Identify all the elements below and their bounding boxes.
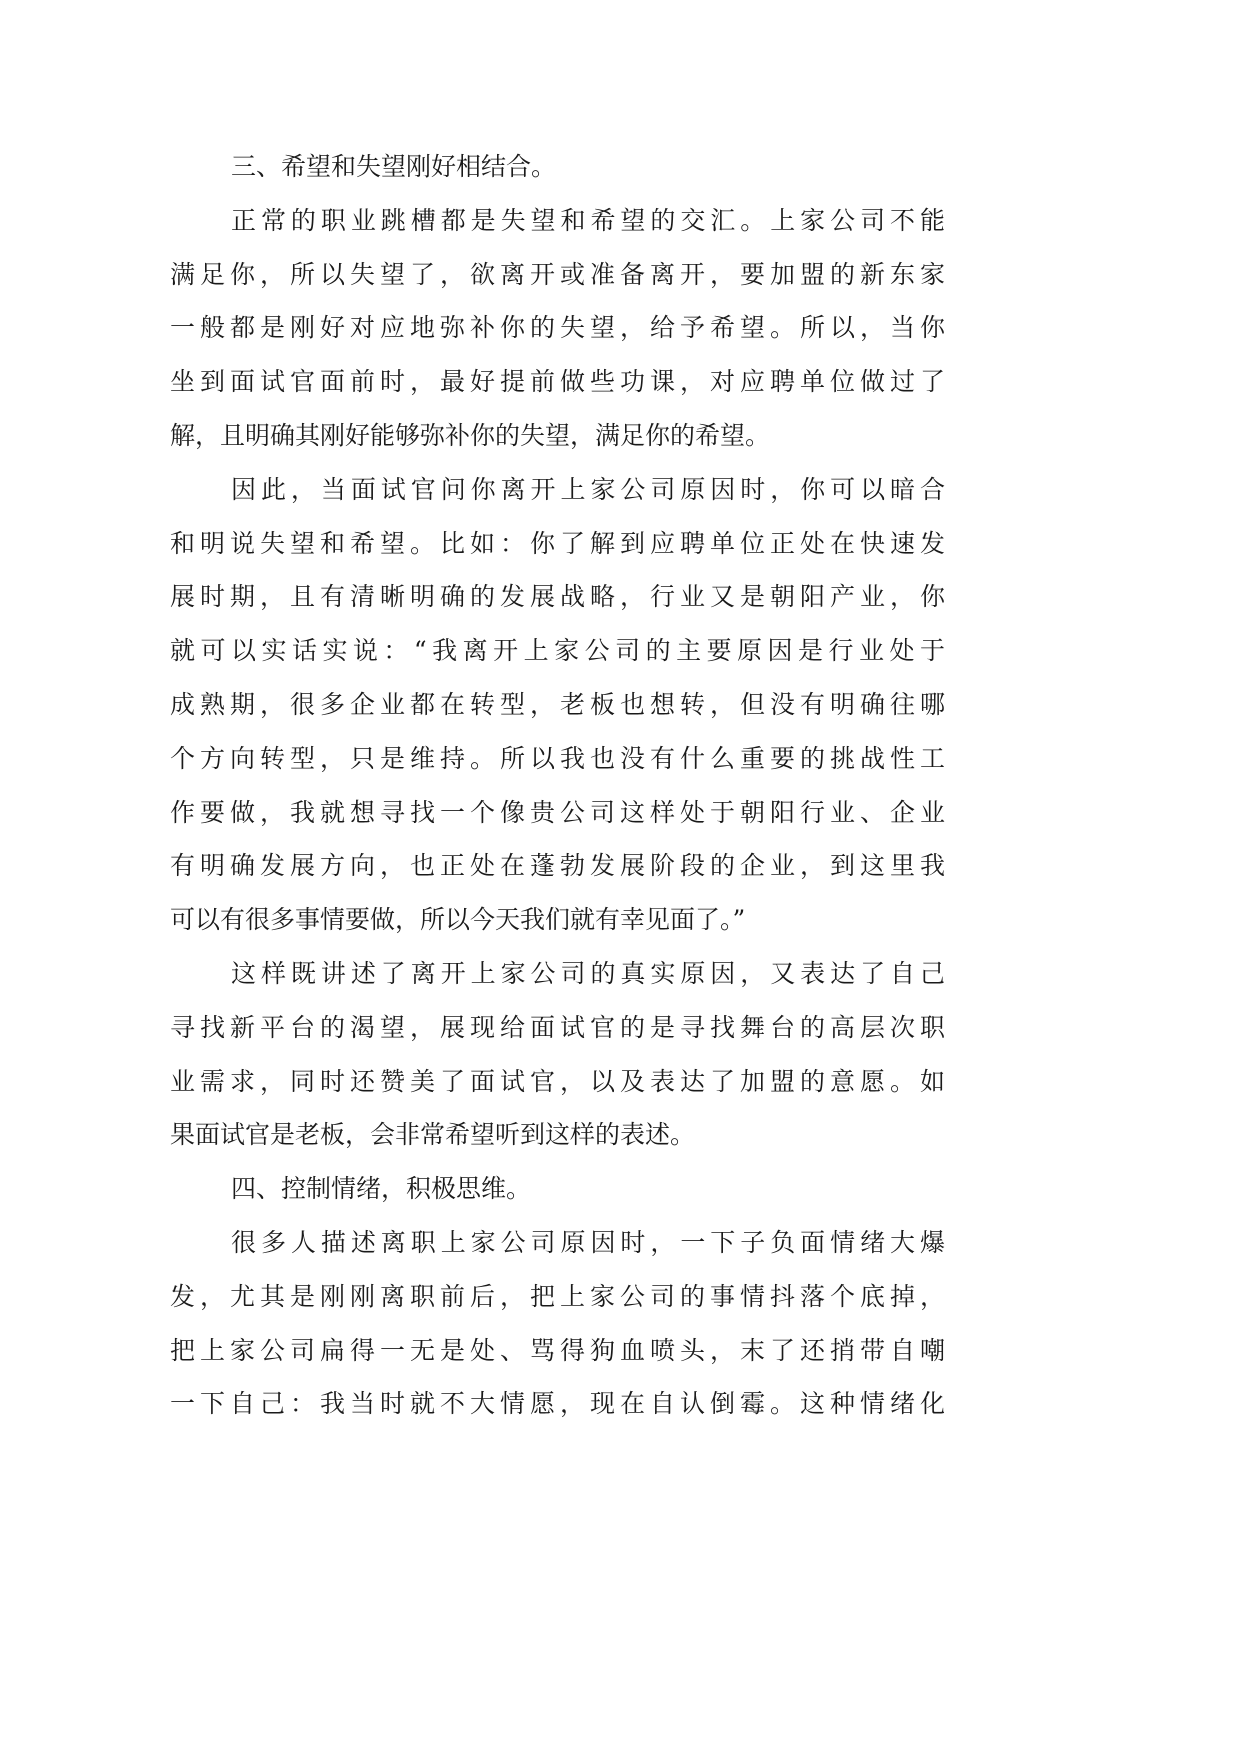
text-line: 业需求，同时还赞美了面试官，以及表达了加盟的意愿。如 xyxy=(170,1066,945,1096)
document-body xyxy=(170,140,945,1431)
text-line: 很多人描述离职上家公司原因时，一下子负面情绪大爆 xyxy=(231,1227,945,1257)
text-line: 果面试官是老板，会非常希望听到这样的表述。 xyxy=(170,1120,696,1150)
text-line: 展时期，且有清晰明确的发展战略，行业又是朝阳产业，你 xyxy=(170,582,945,612)
text-line: 满足你，所以失望了，欲离开或准备离开，要加盟的新东家 xyxy=(170,259,945,289)
text-line: 把上家公司扁得一无是处、骂得狗血喷头，末了还捎带自嘲 xyxy=(170,1335,945,1365)
section-heading-4: 四、控制情绪，积极思维。 xyxy=(231,1174,532,1204)
text-line: 作要做，我就想寻找一个像贵公司这样处于朝阳行业、企业 xyxy=(170,797,945,827)
text-line: 一下自己：我当时就不大情愿，现在自认倒霉。这种情绪化 xyxy=(170,1389,945,1419)
text-line: 坐到面试官面前时，最好提前做些功课，对应聘单位做过了 xyxy=(170,367,945,397)
text-line: 和明说失望和希望。比如：你了解到应聘单位正处在快速发 xyxy=(170,528,945,558)
text-line: 有明确发展方向，也正处在蓬勃发展阶段的企业，到这里我 xyxy=(170,851,945,881)
text-line: 就可以实话实说：“我离开上家公司的主要原因是行业处于 xyxy=(170,636,945,666)
text-line: 一般都是刚好对应地弥补你的失望，给予希望。所以，当你 xyxy=(170,313,945,343)
text-line: 正常的职业跳槽都是失望和希望的交汇。上家公司不能 xyxy=(231,205,945,235)
text-line: 寻找新平台的渴望，展现给面试官的是寻找舞台的高层次职 xyxy=(170,1012,945,1042)
text-line: 解，且明确其刚好能够弥补你的失望，满足你的希望。 xyxy=(170,420,771,450)
text-line: 成熟期，很多企业都在转型，老板也想转，但没有明确往哪 xyxy=(170,689,945,719)
text-line: 发，尤其是刚刚离职前后，把上家公司的事情抖落个底掉， xyxy=(170,1281,945,1311)
text-line: 因此，当面试官问你离开上家公司原因时，你可以暗合 xyxy=(231,474,945,504)
text-line: 个方向转型，只是维持。所以我也没有什么重要的挑战性工 xyxy=(170,743,945,773)
section-heading-3: 三、希望和失望刚好相结合。 xyxy=(231,152,557,181)
text-line: 可以有很多事情要做，所以今天我们就有幸见面了。” xyxy=(170,905,746,935)
text-line: 这样既讲述了离开上家公司的真实原因，又表达了自己 xyxy=(231,958,945,988)
